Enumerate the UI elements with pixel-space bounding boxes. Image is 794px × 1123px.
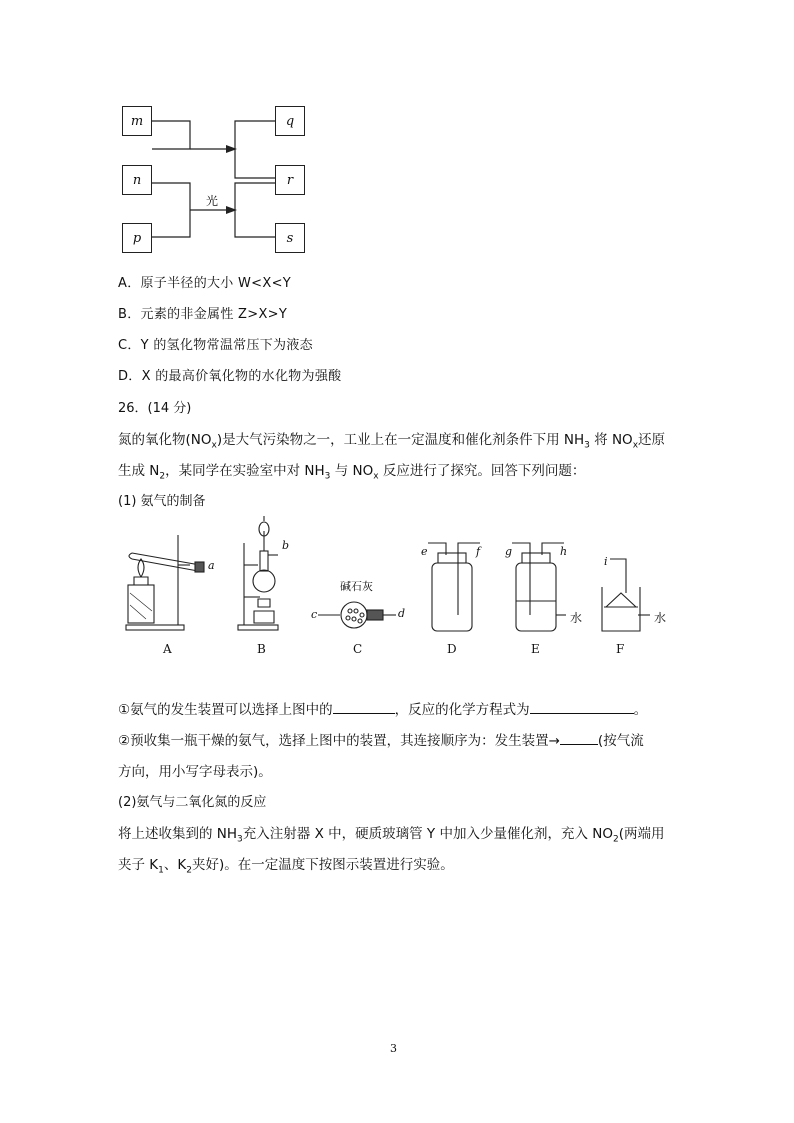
answer-blank-2[interactable] <box>530 701 634 714</box>
part-2-line-1: 将上述收集到的 $NH_3$充入注射器 X 中，硬质玻璃管 Y 中加入少量催化剂，充入 $NO_2$(两端用 <box>118 826 665 845</box>
port-label-d: d <box>398 607 406 620</box>
part-2-line-2: 夹子 $K_1$、$K_2$夹好)。在一定温度下按图示装置进行实验。 <box>118 857 454 876</box>
part-1-title: (1) 氨气的制备 <box>118 494 206 509</box>
water-label-f: 水 <box>654 611 667 625</box>
apparatus-b <box>238 516 278 630</box>
apparatus-label-c: C <box>353 642 363 656</box>
box-s: s <box>275 223 305 253</box>
apparatus-figure <box>118 515 688 665</box>
question-26-header: 26．(14 分) <box>118 401 192 416</box>
port-label-g: g <box>505 545 513 558</box>
apparatus-label-e: E <box>531 642 540 656</box>
subquestion-1: ①氨气的发生装置可以选择上图中的 ，反应的化学方程式为 。 <box>118 702 648 718</box>
apparatus-label-a: A <box>163 642 172 656</box>
apparatus-a <box>126 535 204 630</box>
port-label-b: b <box>282 539 290 552</box>
option-d: D．X 的最高价氧化物的水化物为强酸 <box>118 369 342 384</box>
apparatus-drawing <box>118 515 688 640</box>
option-c: C．Y 的氢化物常温常压下为液态 <box>118 338 313 353</box>
part-2-title: (2)氨气与二氧化氮的反应 <box>118 795 267 810</box>
answer-blank-1[interactable] <box>333 701 395 714</box>
option-a: A．原子半径的大小 W<X<Y <box>118 276 292 291</box>
option-b: B．元素的非金属性 Z>X>Y <box>118 307 288 322</box>
apparatus-label-d: D <box>447 642 457 656</box>
apparatus-d <box>428 543 480 631</box>
port-label-h: h <box>560 545 568 558</box>
intro-line-2: 生成 $N_2$，某同学在实验室中对 $NH_3$ 与 $NO_x$ 反应进行了探究。回答下列问题： <box>118 463 586 482</box>
subquestion-2-cont: 方向，用小写字母表示)。 <box>118 764 272 780</box>
port-label-e: e <box>421 545 428 558</box>
intro-line-1: 氮的氧化物$(NO_x)$是大气污染物之一，工业上在一定温度和催化剂条件下用 $NH_3$ 将 $NO_x$还原 <box>118 432 666 451</box>
box-m: m <box>122 106 152 136</box>
page-number: 3 <box>390 1042 397 1055</box>
light-label: 光 <box>206 194 219 208</box>
water-label-e: 水 <box>570 611 583 625</box>
box-q: q <box>275 106 305 136</box>
port-label-f: f <box>476 545 481 558</box>
box-n: n <box>122 165 152 195</box>
answer-blank-3[interactable] <box>560 732 598 745</box>
soda-lime-label: 碱石灰 <box>340 580 373 593</box>
reaction-flow-diagram <box>120 103 310 258</box>
subquestion-2: ②预收集一瓶干燥的氨气，选择上图中的装置，其连接顺序为：发生装置→ (按气流 <box>118 733 644 749</box>
box-r: r <box>275 165 305 195</box>
port-label-c: c <box>311 608 318 621</box>
apparatus-e <box>512 543 566 631</box>
port-label-i: i <box>604 555 608 568</box>
port-label-a: a <box>208 559 215 572</box>
apparatus-c <box>318 602 396 628</box>
box-p: p <box>122 223 152 253</box>
apparatus-f <box>602 559 650 631</box>
apparatus-label-b: B <box>257 642 266 656</box>
apparatus-label-f: F <box>616 642 625 656</box>
